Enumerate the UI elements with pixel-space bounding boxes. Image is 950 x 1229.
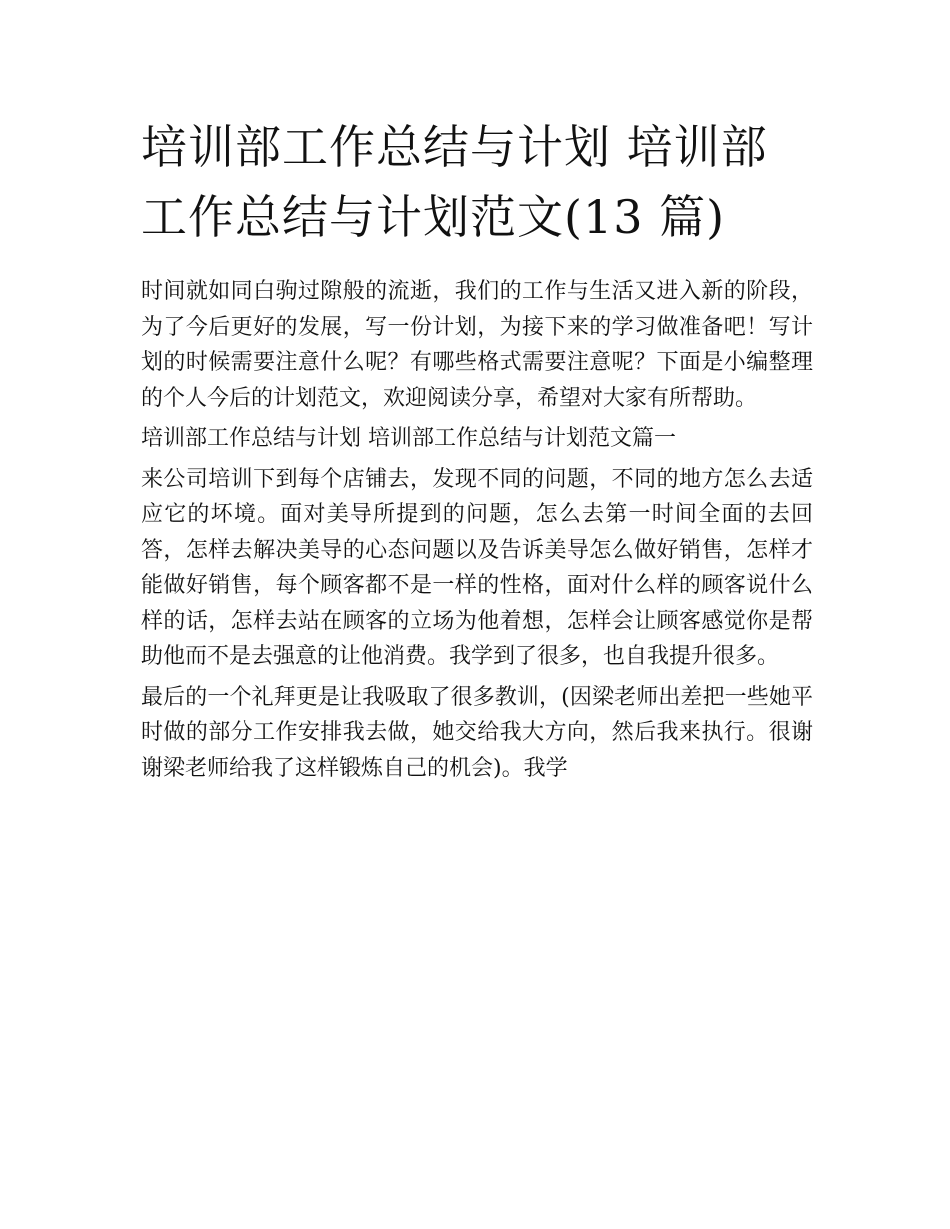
- body-paragraph-1: 来公司培训下到每个店铺去，发现不同的问题，不同的地方怎么去适应它的坏境。面对美导所提到的问题，怎么去第一时间全面的去回答，怎样去解决美导的心态问题以及告诉美导怎么做好销售，怎样才能做好销售，每个顾客都不是一样的性格，面对什么样的顾客说什么样的话，怎样去站在顾客的立场为他着想，怎样会让顾客感觉你是帮助他而不是去强意的让他消费。我学到了很多，也自我提升很多。: [141, 466, 813, 669]
- intro-paragraph: 时间就如同白驹过隙般的流逝，我们的工作与生活又进入新的阶段，为了今后更好的发展，写一份计划，为接下来的学习做准备吧！写计划的时候需要注意什么呢？有哪些格式需要注意呢？下面是小编整理的个人今后的计划范文，欢迎阅读分享，希望对大家有所帮助。: [141, 279, 813, 411]
- section-heading: 培训部工作总结与计划 培训部工作总结与计划范文篇一: [141, 426, 676, 451]
- document-title: 培训部工作总结与计划 培训部工作总结与计划范文(13 篇): [141, 120, 768, 244]
- body-paragraph-2: 最后的一个礼拜更是让我吸取了很多教训，(因梁老师出差把一些她平时做的部分工作安排我去做，她交给我大方向，然后我来执行。很谢谢梁老师给我了这样锻炼自己的机会)。我学: [141, 684, 813, 781]
- document-page: [141, 112, 813, 786]
